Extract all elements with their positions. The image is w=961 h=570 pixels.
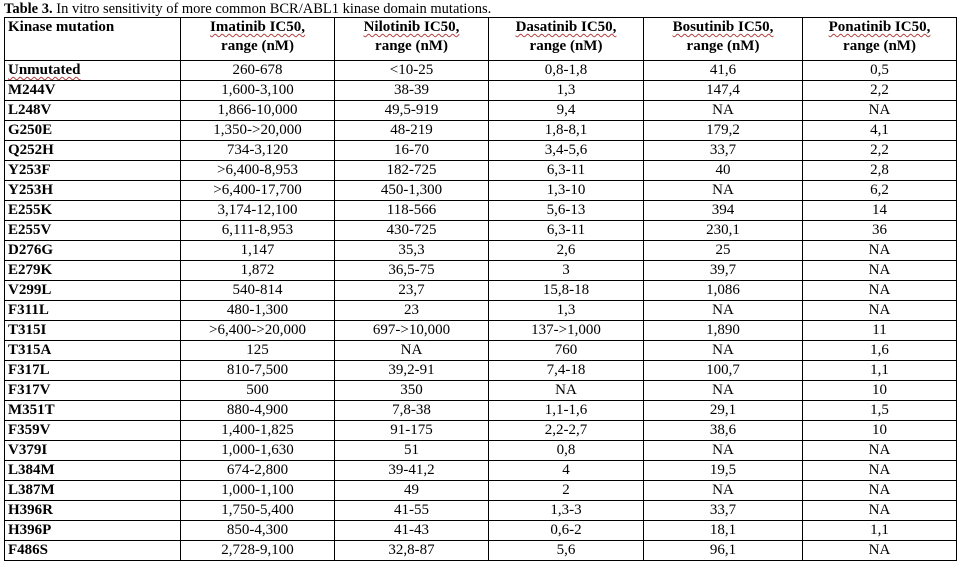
cell-imatinib: 1,147 [181, 241, 335, 261]
table-row [5, 421, 957, 441]
cell-bosutinib: NA [644, 381, 803, 401]
cell-kinase-mutation: F311L [5, 301, 181, 321]
cell-ponatinib: 0,5 [803, 61, 957, 81]
cell-dasatinib: 137->1,000 [489, 321, 644, 341]
cell-nilotinib: 48-219 [335, 121, 489, 141]
cell-ponatinib: 2,2 [803, 81, 957, 101]
cell-ponatinib: NA [803, 261, 957, 281]
cell-kinase-mutation: T315A [5, 341, 181, 361]
cell-bosutinib: NA [644, 481, 803, 501]
cell-kinase-mutation: M244V [5, 81, 181, 101]
cell-nilotinib: 39-41,2 [335, 461, 489, 481]
table-row [5, 141, 957, 161]
cell-imatinib: 500 [181, 381, 335, 401]
cell-ponatinib: NA [803, 441, 957, 461]
cell-imatinib: 734-3,120 [181, 141, 335, 161]
cell-ponatinib: 6,2 [803, 181, 957, 201]
cell-imatinib: 1,400-1,825 [181, 421, 335, 441]
cell-bosutinib: 25 [644, 241, 803, 261]
cell-nilotinib: 38-39 [335, 81, 489, 101]
cell-dasatinib: 5,6-13 [489, 201, 644, 221]
cell-bosutinib: 147,4 [644, 81, 803, 101]
cell-ponatinib: 10 [803, 421, 957, 441]
cell-bosutinib: 1,086 [644, 281, 803, 301]
cell-bosutinib: NA [644, 101, 803, 121]
cell-nilotinib: 697->10,000 [335, 321, 489, 341]
cell-imatinib: 810-7,500 [181, 361, 335, 381]
cell-dasatinib: 760 [489, 341, 644, 361]
cell-dasatinib: 1,3 [489, 81, 644, 101]
table-row [5, 481, 957, 501]
cell-bosutinib: 39,7 [644, 261, 803, 281]
cell-kinase-mutation: F486S [5, 541, 181, 561]
table-row [5, 301, 957, 321]
table-row [5, 101, 957, 121]
cell-ponatinib: 14 [803, 201, 957, 221]
cell-kinase-mutation: F317V [5, 381, 181, 401]
table-row [5, 201, 957, 221]
cell-nilotinib: 51 [335, 441, 489, 461]
cell-ponatinib: NA [803, 461, 957, 481]
header-imatinib: Imatinib IC50, range (nM) [181, 18, 335, 61]
cell-imatinib: 1,872 [181, 261, 335, 281]
cell-bosutinib: 179,2 [644, 121, 803, 141]
cell-nilotinib: 35,3 [335, 241, 489, 261]
cell-imatinib: >6,400-17,700 [181, 181, 335, 201]
table-container [4, 1, 956, 561]
cell-imatinib: 260-678 [181, 61, 335, 81]
cell-kinase-mutation: G250E [5, 121, 181, 141]
cell-dasatinib: 6,3-11 [489, 161, 644, 181]
cell-kinase-mutation: F359V [5, 421, 181, 441]
cell-kinase-mutation: H396P [5, 521, 181, 541]
cell-nilotinib: 49 [335, 481, 489, 501]
cell-dasatinib: 2 [489, 481, 644, 501]
cell-imatinib: 850-4,300 [181, 521, 335, 541]
cell-imatinib: >6,400-8,953 [181, 161, 335, 181]
cell-nilotinib: 49,5-919 [335, 101, 489, 121]
cell-bosutinib: NA [644, 441, 803, 461]
table-header [5, 18, 957, 61]
table-row [5, 441, 957, 461]
table-row [5, 521, 957, 541]
cell-bosutinib: 41,6 [644, 61, 803, 81]
cell-kinase-mutation: Unmutated [5, 61, 181, 81]
cell-bosutinib: NA [644, 341, 803, 361]
cell-kinase-mutation: E255V [5, 221, 181, 241]
table-row [5, 381, 957, 401]
cell-nilotinib: NA [335, 341, 489, 361]
cell-nilotinib: <10-25 [335, 61, 489, 81]
cell-dasatinib: NA [489, 381, 644, 401]
cell-nilotinib: 23 [335, 301, 489, 321]
cell-dasatinib: 1,3-3 [489, 501, 644, 521]
cell-dasatinib: 1,3-10 [489, 181, 644, 201]
table-row [5, 541, 957, 561]
cell-imatinib: 6,111-8,953 [181, 221, 335, 241]
cell-nilotinib: 32,8-87 [335, 541, 489, 561]
cell-dasatinib: 1,1-1,6 [489, 401, 644, 421]
header-row [5, 18, 957, 61]
cell-kinase-mutation: L384M [5, 461, 181, 481]
cell-imatinib: 1,866-10,000 [181, 101, 335, 121]
cell-imatinib: 674-2,800 [181, 461, 335, 481]
header-nilotinib: Nilotinib IC50, range (nM) [335, 18, 489, 61]
cell-ponatinib: NA [803, 541, 957, 561]
cell-dasatinib: 9,4 [489, 101, 644, 121]
cell-ponatinib: NA [803, 241, 957, 261]
cell-bosutinib: 100,7 [644, 361, 803, 381]
sensitivity-table [4, 17, 957, 561]
cell-imatinib: 540-814 [181, 281, 335, 301]
cell-nilotinib: 39,2-91 [335, 361, 489, 381]
table-row [5, 461, 957, 481]
table-row [5, 181, 957, 201]
table-row [5, 321, 957, 341]
cell-ponatinib: 2,8 [803, 161, 957, 181]
cell-imatinib: 480-1,300 [181, 301, 335, 321]
cell-bosutinib: NA [644, 181, 803, 201]
table-row [5, 501, 957, 521]
cell-kinase-mutation: H396R [5, 501, 181, 521]
cell-kinase-mutation: D276G [5, 241, 181, 261]
header-ponatinib: Ponatinib IC50, range (nM) [803, 18, 957, 61]
cell-kinase-mutation: M351T [5, 401, 181, 421]
cell-kinase-mutation: V299L [5, 281, 181, 301]
cell-imatinib: >6,400->20,000 [181, 321, 335, 341]
cell-dasatinib: 1,8-8,1 [489, 121, 644, 141]
cell-bosutinib: 33,7 [644, 501, 803, 521]
table-row [5, 61, 957, 81]
cell-dasatinib: 7,4-18 [489, 361, 644, 381]
table-row [5, 281, 957, 301]
cell-kinase-mutation: L248V [5, 101, 181, 121]
table-caption [4, 1, 956, 17]
cell-ponatinib: 4,1 [803, 121, 957, 141]
table-row [5, 261, 957, 281]
cell-bosutinib: 394 [644, 201, 803, 221]
cell-bosutinib: 1,890 [644, 321, 803, 341]
cell-dasatinib: 0,8-1,8 [489, 61, 644, 81]
header-bosutinib: Bosutinib IC50, range (nM) [644, 18, 803, 61]
caption-label: Table 3. [4, 1, 53, 17]
cell-imatinib: 3,174-12,100 [181, 201, 335, 221]
table-row [5, 361, 957, 381]
cell-kinase-mutation: Y253H [5, 181, 181, 201]
cell-ponatinib: NA [803, 281, 957, 301]
cell-nilotinib: 118-566 [335, 201, 489, 221]
cell-nilotinib: 350 [335, 381, 489, 401]
cell-dasatinib: 2,2-2,7 [489, 421, 644, 441]
header-kinase-mutation: Kinase mutation [5, 18, 181, 61]
cell-nilotinib: 182-725 [335, 161, 489, 181]
cell-nilotinib: 7,8-38 [335, 401, 489, 421]
cell-nilotinib: 16-70 [335, 141, 489, 161]
cell-bosutinib: 29,1 [644, 401, 803, 421]
cell-bosutinib: 33,7 [644, 141, 803, 161]
cell-kinase-mutation: Q252H [5, 141, 181, 161]
cell-ponatinib: 11 [803, 321, 957, 341]
cell-ponatinib: 1,1 [803, 361, 957, 381]
cell-bosutinib: 96,1 [644, 541, 803, 561]
cell-ponatinib: 1,6 [803, 341, 957, 361]
cell-imatinib: 880-4,900 [181, 401, 335, 421]
cell-bosutinib: 19,5 [644, 461, 803, 481]
table-row [5, 161, 957, 181]
cell-dasatinib: 6,3-11 [489, 221, 644, 241]
cell-nilotinib: 41-55 [335, 501, 489, 521]
cell-ponatinib: 1,1 [803, 521, 957, 541]
cell-nilotinib: 91-175 [335, 421, 489, 441]
cell-imatinib: 1,600-3,100 [181, 81, 335, 101]
cell-dasatinib: 5,6 [489, 541, 644, 561]
cell-imatinib: 2,728-9,100 [181, 541, 335, 561]
cell-dasatinib: 1,3 [489, 301, 644, 321]
cell-imatinib: 1,000-1,100 [181, 481, 335, 501]
cell-dasatinib: 0,8 [489, 441, 644, 461]
cell-bosutinib: NA [644, 301, 803, 321]
cell-dasatinib: 3,4-5,6 [489, 141, 644, 161]
cell-nilotinib: 23,7 [335, 281, 489, 301]
cell-imatinib: 1,750-5,400 [181, 501, 335, 521]
table-row [5, 401, 957, 421]
cell-kinase-mutation: F317L [5, 361, 181, 381]
cell-kinase-mutation: L387M [5, 481, 181, 501]
cell-ponatinib: 36 [803, 221, 957, 241]
table-row [5, 221, 957, 241]
table-body [5, 61, 957, 561]
cell-ponatinib: 10 [803, 381, 957, 401]
cell-nilotinib: 36,5-75 [335, 261, 489, 281]
cell-imatinib: 1,350->20,000 [181, 121, 335, 141]
cell-dasatinib: 4 [489, 461, 644, 481]
cell-ponatinib: 2,2 [803, 141, 957, 161]
cell-bosutinib: 40 [644, 161, 803, 181]
header-dasatinib: Dasatinib IC50, range (nM) [489, 18, 644, 61]
cell-kinase-mutation: Y253F [5, 161, 181, 181]
cell-nilotinib: 430-725 [335, 221, 489, 241]
cell-imatinib: 125 [181, 341, 335, 361]
table-row [5, 241, 957, 261]
cell-ponatinib: 1,5 [803, 401, 957, 421]
caption-text: In vitro sensitivity of more common BCR/ABL1 kinase domain mutations. [52, 1, 492, 17]
cell-kinase-mutation: T315I [5, 321, 181, 341]
cell-kinase-mutation: V379I [5, 441, 181, 461]
cell-ponatinib: NA [803, 301, 957, 321]
cell-nilotinib: 450-1,300 [335, 181, 489, 201]
table-row [5, 341, 957, 361]
cell-ponatinib: NA [803, 501, 957, 521]
cell-ponatinib: NA [803, 481, 957, 501]
cell-bosutinib: 38,6 [644, 421, 803, 441]
cell-kinase-mutation: E255K [5, 201, 181, 221]
cell-dasatinib: 3 [489, 261, 644, 281]
cell-bosutinib: 230,1 [644, 221, 803, 241]
cell-imatinib: 1,000-1,630 [181, 441, 335, 461]
table-row [5, 121, 957, 141]
cell-nilotinib: 41-43 [335, 521, 489, 541]
table-row [5, 81, 957, 101]
cell-dasatinib: 2,6 [489, 241, 644, 261]
cell-ponatinib: NA [803, 101, 957, 121]
cell-bosutinib: 18,1 [644, 521, 803, 541]
cell-kinase-mutation: E279K [5, 261, 181, 281]
cell-dasatinib: 0,6-2 [489, 521, 644, 541]
cell-dasatinib: 15,8-18 [489, 281, 644, 301]
